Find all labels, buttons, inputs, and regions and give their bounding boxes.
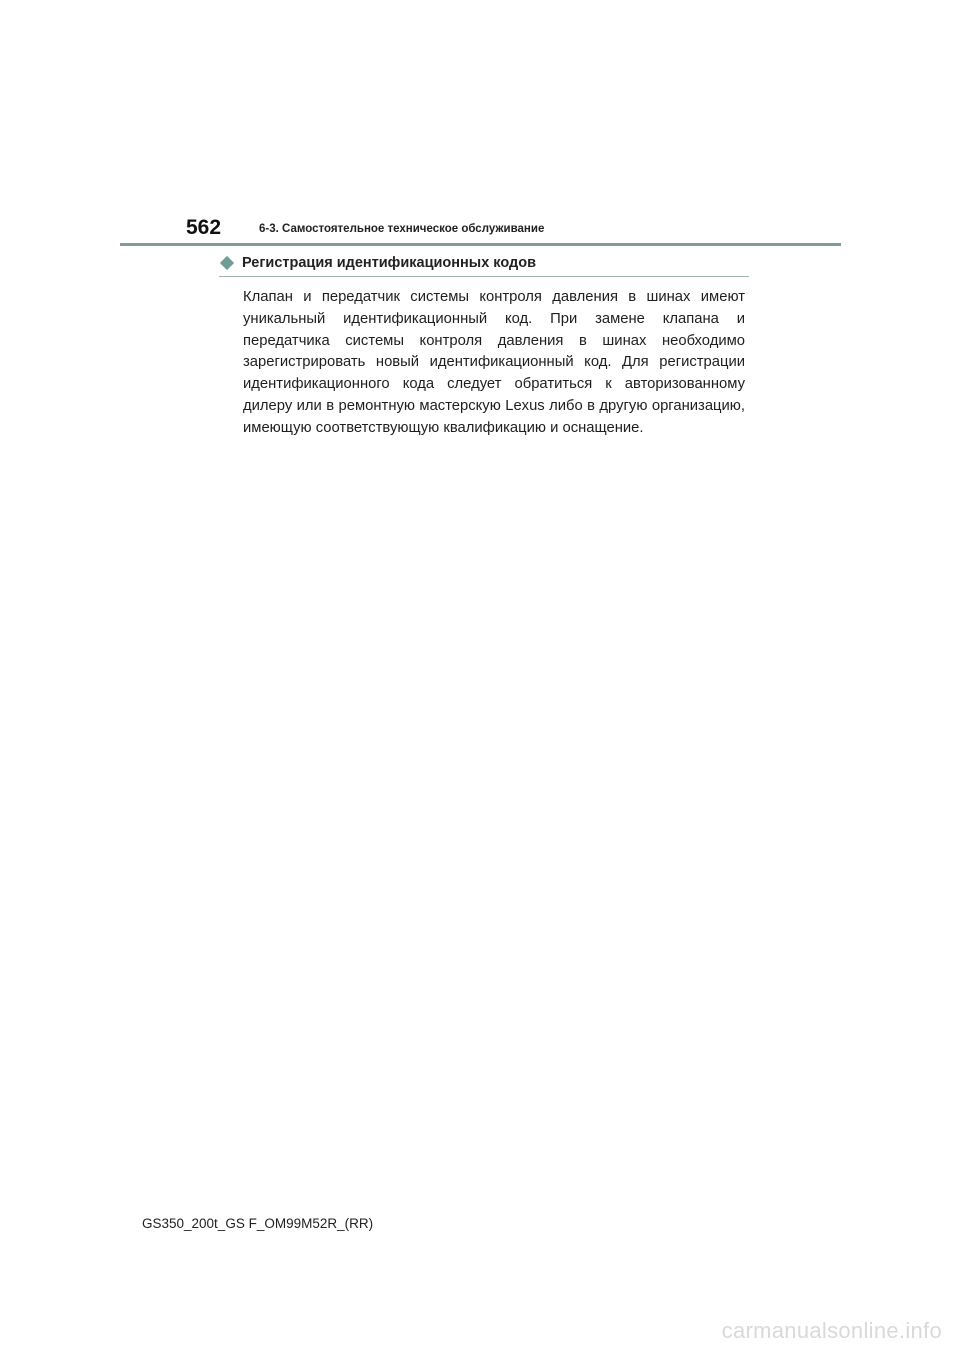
body-text <box>243 287 745 440</box>
page-number: 562 <box>186 216 222 239</box>
footer-model-code: GS350_200t_GS F_OM99M52R_(RR) <box>142 1216 374 1231</box>
subsection-heading <box>219 255 749 277</box>
subsection-title: Регистрация идентификационных кодов <box>242 255 536 271</box>
watermark: carmanualsonline.info <box>721 1318 942 1343</box>
body-paragraph: Клапан и передатчик системы контроля давления в шинах имеют уникальный идентификационный код. При замене клапана и передатчика системы контроля давления в шинах необходимо зарегистрировать новый идентификационный код. Для регистрации идентификационного кода следует обратиться к авторизованному дилеру или в ремонтную мастерскую Lexus либо в другую организацию, имеющую соответствующую квалификацию и оснащение. <box>243 289 745 436</box>
section-header: 6-3. Самостоятельное техническое обслуживание <box>259 223 545 235</box>
header-rule <box>120 243 841 246</box>
diamond-icon <box>220 256 234 270</box>
